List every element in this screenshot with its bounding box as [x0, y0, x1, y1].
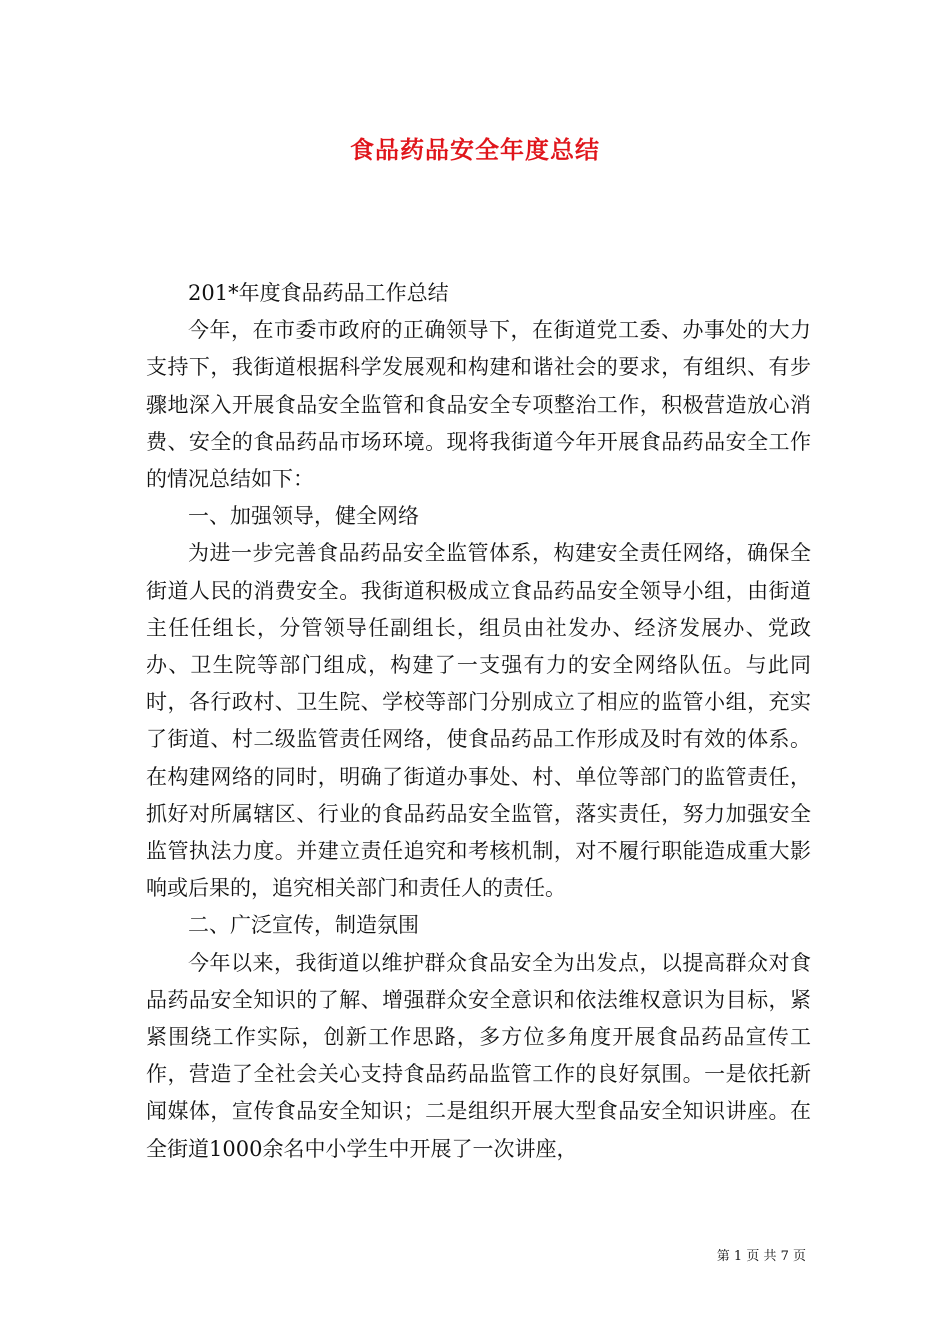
document-body: [146, 275, 811, 1168]
document-title: 食品药品安全年度总结: [350, 135, 600, 164]
section-heading-2: 二、广泛宣传，制造氛围: [188, 913, 419, 938]
page-number: 第 1 页 共 7 页: [716, 1249, 806, 1264]
paragraph-subtitle: 201*年度食品药品工作总结: [188, 281, 449, 305]
paragraph-section-2: 今年以来，我街道以维护群众食品安全为出发点，以提高群众对食品药品安全知识的了解、增强群众安全意识和依法维权意识为目标，紧紧围绕工作实际，创新工作思路，多方位多角度开展食品药品宣传工作，营造了全社会关心支持食品药品监管工作的良好氛围。一是依托新闻媒体，宣传食品安全知识；二是组织开展大型食品安全知识讲座。在全街道1000余名中小学生中开展了一次讲座，: [146, 950, 811, 1161]
section-heading-1: 一、加强领导，健全网络: [188, 504, 419, 529]
paragraph-section-1: 为进一步完善食品药品安全监管体系，构建安全责任网络，确保全街道人民的消费安全。我街道积极成立食品药品安全领导小组，由街道主任任组长，分管领导任副组长，组员由社发办、经济发展办、党政办、卫生院等部门组成，构建了一支强有力的安全网络队伍。与此同时，各行政村、卫生院、学校等部门分别成立了相应的监管小组，充实了街道、村二级监管责任网络，使食品药品工作形成及时有效的体系。在构建网络的同时，明确了街道办事处、村、单位等部门的监管责任，抓好对所属辖区、行业的食品药品安全监管，落实责任，努力加强安全监管执法力度。并建立责任追究和考核机制，对不履行职能造成重大影响或后果的，追究相关部门和责任人的责任。: [146, 541, 811, 901]
paragraph-intro: 今年，在市委市政府的正确领导下，在街道党工委、办事处的大力支持下，我街道根据科学发展观和构建和谐社会的要求，有组织、有步骤地深入开展食品安全监管和食品安全专项整治工作，积极营造放心消费、安全的食品药品市场环境。现将我街道今年开展食品药品安全工作的情况总结如下：: [146, 318, 811, 492]
